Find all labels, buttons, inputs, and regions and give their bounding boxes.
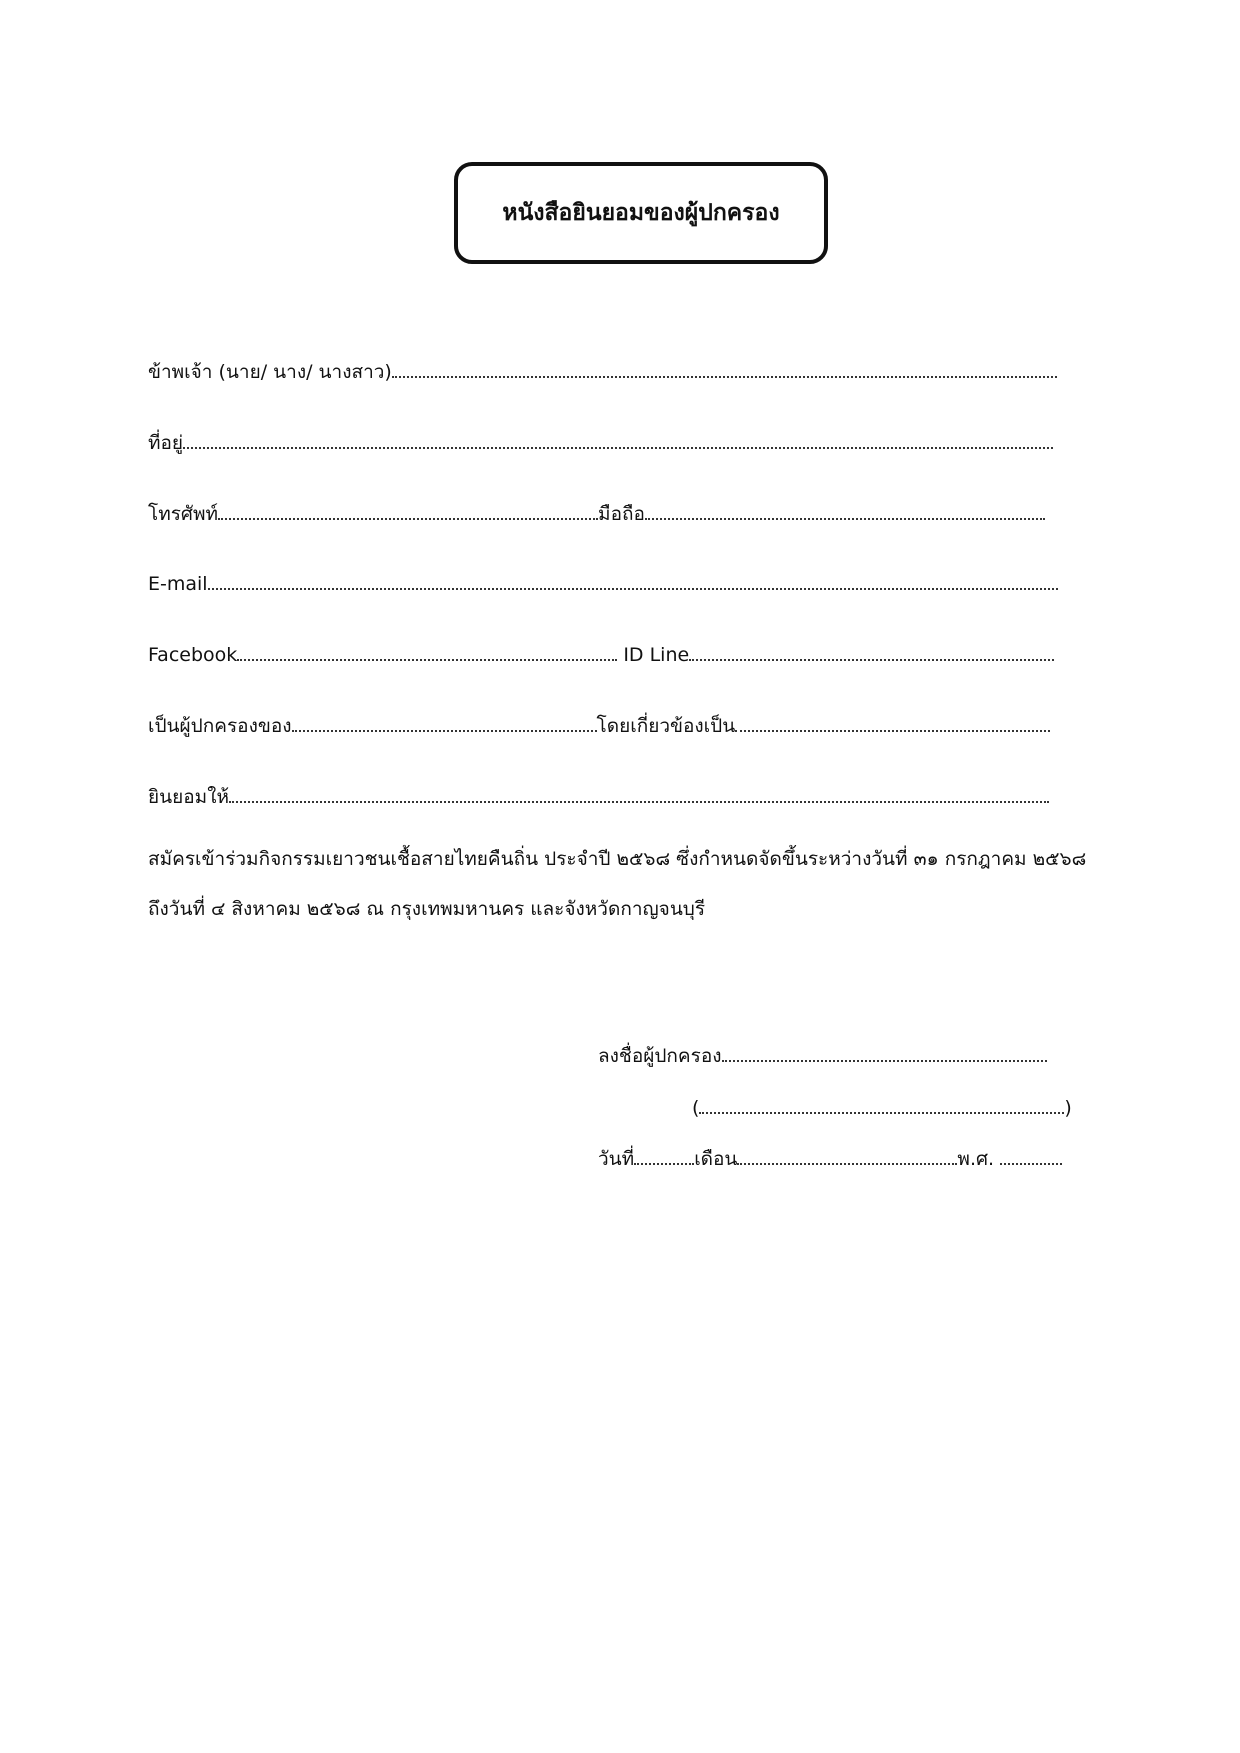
name-label: ข้าพเจ้า (นาย/ นาง/ นางสาว)	[148, 361, 392, 383]
close-paren: )	[1064, 1097, 1072, 1119]
phone-row	[148, 496, 1045, 528]
mobile-label: มือถือ	[598, 503, 645, 525]
document-title: หนังสือยินยอมของผู้ปกครอง	[502, 200, 780, 226]
date-label: วันที่	[598, 1148, 635, 1170]
consent-paragraph	[148, 834, 1138, 934]
line-id-label: ID Line	[623, 644, 690, 666]
social-row	[148, 637, 1054, 669]
facebook-label: Facebook	[148, 644, 238, 666]
open-paren: (	[692, 1097, 700, 1119]
signature-row	[598, 1038, 1047, 1070]
signature-label: ลงชื่อผู้ปกครอง	[598, 1045, 722, 1067]
relation-label: โดยเกี่ยวข้องเป็น	[596, 715, 736, 737]
consent-row	[148, 779, 1049, 811]
email-row	[148, 566, 1058, 598]
date-row	[598, 1141, 1062, 1173]
year-label: พ.ศ.	[957, 1148, 995, 1170]
name-row	[148, 354, 1057, 386]
consent-field[interactable]	[229, 779, 1049, 803]
name-field[interactable]	[392, 354, 1057, 378]
printed-name-row	[692, 1090, 1072, 1122]
day-field[interactable]	[634, 1141, 694, 1165]
phone-label: โทรศัพท์	[148, 503, 219, 525]
signature-field[interactable]	[722, 1038, 1047, 1062]
paragraph-line-2: ถึงวันที่ ๔ สิงหาคม ๒๕๖๘ ณ กรุงเทพมหานคร และจังหวัดกาญจนบุรี	[148, 898, 706, 920]
month-label: เดือน	[694, 1148, 738, 1170]
facebook-field[interactable]	[237, 637, 617, 661]
mobile-field[interactable]	[645, 496, 1045, 520]
guardian-of-field[interactable]	[292, 708, 597, 732]
month-field[interactable]	[737, 1141, 957, 1165]
email-field[interactable]	[208, 566, 1058, 590]
title-box	[454, 162, 828, 264]
consent-label: ยินยอมให้	[148, 786, 229, 808]
guardian-of-label: เป็นผู้ปกครองของ	[148, 715, 292, 737]
printed-name-field[interactable]	[699, 1090, 1064, 1114]
email-label: E-mail	[148, 573, 208, 595]
year-field[interactable]	[1000, 1141, 1062, 1165]
paragraph-line-1: สมัครเข้าร่วมกิจกรรมเยาวชนเชื้อสายไทยคืนถิ่น ประจำปี ๒๕๖๘ ซึ่งกำหนดจัดขึ้นระหว่างวันที่ ๓๑ กรกฎาคม ๒๕๖๘	[148, 848, 1087, 870]
line-id-field[interactable]	[689, 637, 1054, 661]
address-field[interactable]	[183, 425, 1053, 449]
address-row	[148, 425, 1053, 457]
phone-field[interactable]	[218, 496, 598, 520]
address-label: ที่อยู่	[148, 432, 184, 454]
relation-field[interactable]	[735, 708, 1050, 732]
guardian-row	[148, 708, 1050, 740]
